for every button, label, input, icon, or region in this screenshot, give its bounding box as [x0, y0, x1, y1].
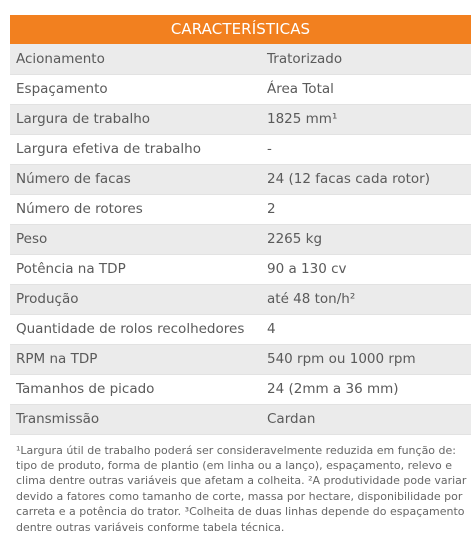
spec-value: 1825 mm¹	[261, 104, 471, 134]
spec-row	[10, 404, 471, 434]
spec-header-title: CARACTERÍSTICAS	[10, 15, 471, 44]
spec-value: 540 rpm ou 1000 rpm	[261, 344, 471, 374]
spec-row	[10, 104, 471, 134]
spec-label: Número de facas	[10, 164, 261, 194]
spec-row	[10, 194, 471, 224]
spec-table-body	[10, 44, 471, 434]
spec-value: 4	[261, 314, 471, 344]
spec-value: 90 a 130 cv	[261, 254, 471, 284]
spec-footnote: ¹Largura útil de trabalho poderá ser consideravelmente reduzida em função de: tipo de produto, forma de plantio (em linha ou a lanço), espaçamento, relevo e clima dentre outras variáveis que afetam a colheita. ²A produtividade pode variar devido a fatores como tamanho de corte, massa por hectare, disponibilidade por carreta e a potência do trator. ³Colheita de duas linhas depende do espaçamento dentre outras variáveis conforme tabela técnica.	[16, 443, 467, 534]
spec-value: 2265 kg	[261, 224, 471, 254]
spec-label: Largura efetiva de trabalho	[10, 134, 261, 164]
spec-label: Transmissão	[10, 404, 261, 434]
spec-label: Número de rotores	[10, 194, 261, 224]
spec-row	[10, 224, 471, 254]
spec-row	[10, 284, 471, 314]
spec-row	[10, 44, 471, 74]
spec-row	[10, 134, 471, 164]
spec-value: até 48 ton/h²	[261, 284, 471, 314]
spec-row	[10, 74, 471, 104]
spec-row	[10, 254, 471, 284]
spec-row	[10, 374, 471, 404]
spec-label: Espaçamento	[10, 74, 261, 104]
spec-label: Tamanhos de picado	[10, 374, 261, 404]
spec-value: 24 (12 facas cada rotor)	[261, 164, 471, 194]
spec-value: Cardan	[261, 404, 471, 434]
spec-label: Largura de trabalho	[10, 104, 261, 134]
spec-value: Área Total	[261, 74, 471, 104]
spec-value: 24 (2mm a 36 mm)	[261, 374, 471, 404]
spec-label: Produção	[10, 284, 261, 314]
spec-label: RPM na TDP	[10, 344, 261, 374]
spec-value: -	[261, 134, 471, 164]
spec-label: Acionamento	[10, 44, 261, 74]
spec-row	[10, 164, 471, 194]
spec-row	[10, 344, 471, 374]
spec-card	[10, 15, 471, 535]
spec-value: 2	[261, 194, 471, 224]
spec-table	[10, 44, 471, 435]
spec-label: Peso	[10, 224, 261, 254]
spec-label: Potência na TDP	[10, 254, 261, 284]
spec-label: Quantidade de rolos recolhedores	[10, 314, 261, 344]
spec-row	[10, 314, 471, 344]
spec-value: Tratorizado	[261, 44, 471, 74]
